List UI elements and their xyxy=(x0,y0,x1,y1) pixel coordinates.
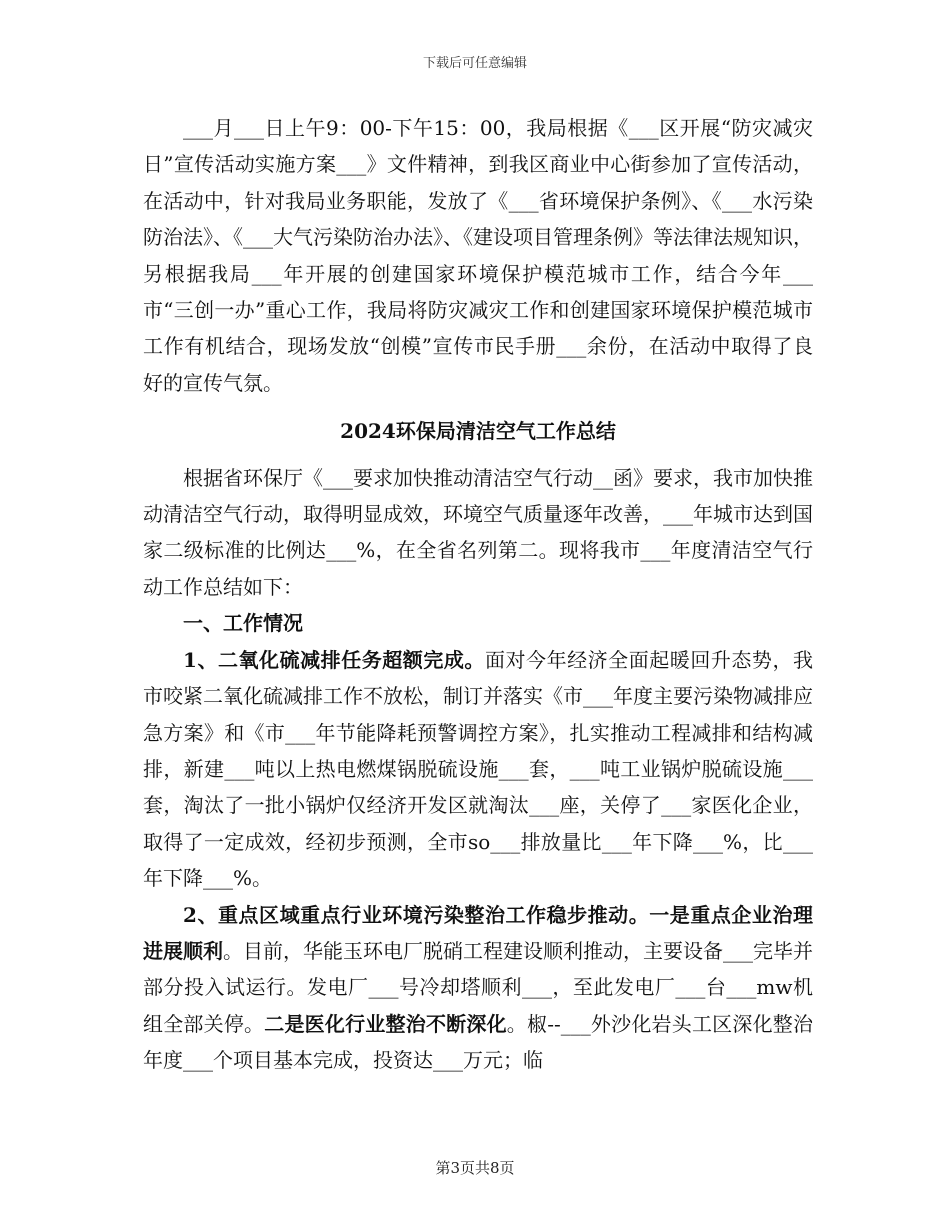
document-title: 2024环保局清洁空气工作总结 xyxy=(340,419,616,444)
item-2-lead: 2、重点区域重点行业环境污染整治工作稳步推动。 xyxy=(183,902,650,927)
item-2-paragraph xyxy=(143,897,813,1079)
page-footer: 第3页共8页 xyxy=(435,1159,515,1177)
item-2-sub1-body: 。目前，华能玉环电厂脱硝工程建设顺利推动，主要设备___完毕并部分投入试运行。发电厂___号冷却塔顺利___，至此发电厂___台___mw机组全部关停。 xyxy=(143,938,813,1036)
document-body xyxy=(143,110,813,1079)
item-2-sub1-lead: 一是重点企业治理进展顺利 xyxy=(143,902,814,963)
item-1-body: 面对今年经济全面起暖回升态势，我市咬紧二氧化硫减排工作不放松，制订并落实《市___年度主要污染物减排应急方案》和《市___年节能降耗预警调控方案》，扎实推动工程减排和结构减排，新建___吨以上热电燃煤锅脱硫设施___套，___吨工业锅炉脱硫设施___套，淘汰了一批小锅炉仅经济开发区就淘汰___座，关停了___家医化企业，取得了一定成效，经初步预测，全市so___排放量比___年下降___%，比___年下降___%。 xyxy=(143,647,814,891)
opening-paragraph: 根据省环保厅《___要求加快推动清洁空气行动__函》要求，我市加快推动清洁空气行动，取得明显成效，环境空气质量逐年改善，___年城市达到国家二级标准的比例达___%，在全省名列第二。现将我市___年度清洁空气行动工作总结如下： xyxy=(143,465,813,599)
item-2-sub2-lead: 二是医化行业整治不断深化 xyxy=(264,1011,507,1036)
section-heading: 一、工作情况 xyxy=(183,611,303,636)
item-2-sub2-body: 。椒--___外沙化岩头工区深化整治年度___个项目基本完成，投资达___万元；临 xyxy=(143,1011,814,1073)
item-1-lead: 1、二氧化硫减排任务超额完成。 xyxy=(183,647,485,672)
item-1-paragraph xyxy=(143,642,813,897)
page-header: 下载后可任意编辑 xyxy=(422,56,527,71)
intro-paragraph: ___月___日上午9：00-下午15：00，我局根据《___区开展“防灾减灾日”宣传活动实施方案___》文件精神，到我区商业中心街参加了宣传活动，在活动中，针对我局业务职能，发放了《___省环境保护条例》、《___水污染防治法》、《___大气污染防治办法》、《建设项目管理条例》等法律法规知识，另根据我局___年开展的创建国家环境保护模范城市工作，结合今年___市“三创一办”重心工作，我局将防灾减灾工作和创建国家环境保护模范城市工作有机结合，现场发放“创模”宣传市民手册___余份，在活动中取得了良好的宣传气氛。 xyxy=(143,116,813,395)
